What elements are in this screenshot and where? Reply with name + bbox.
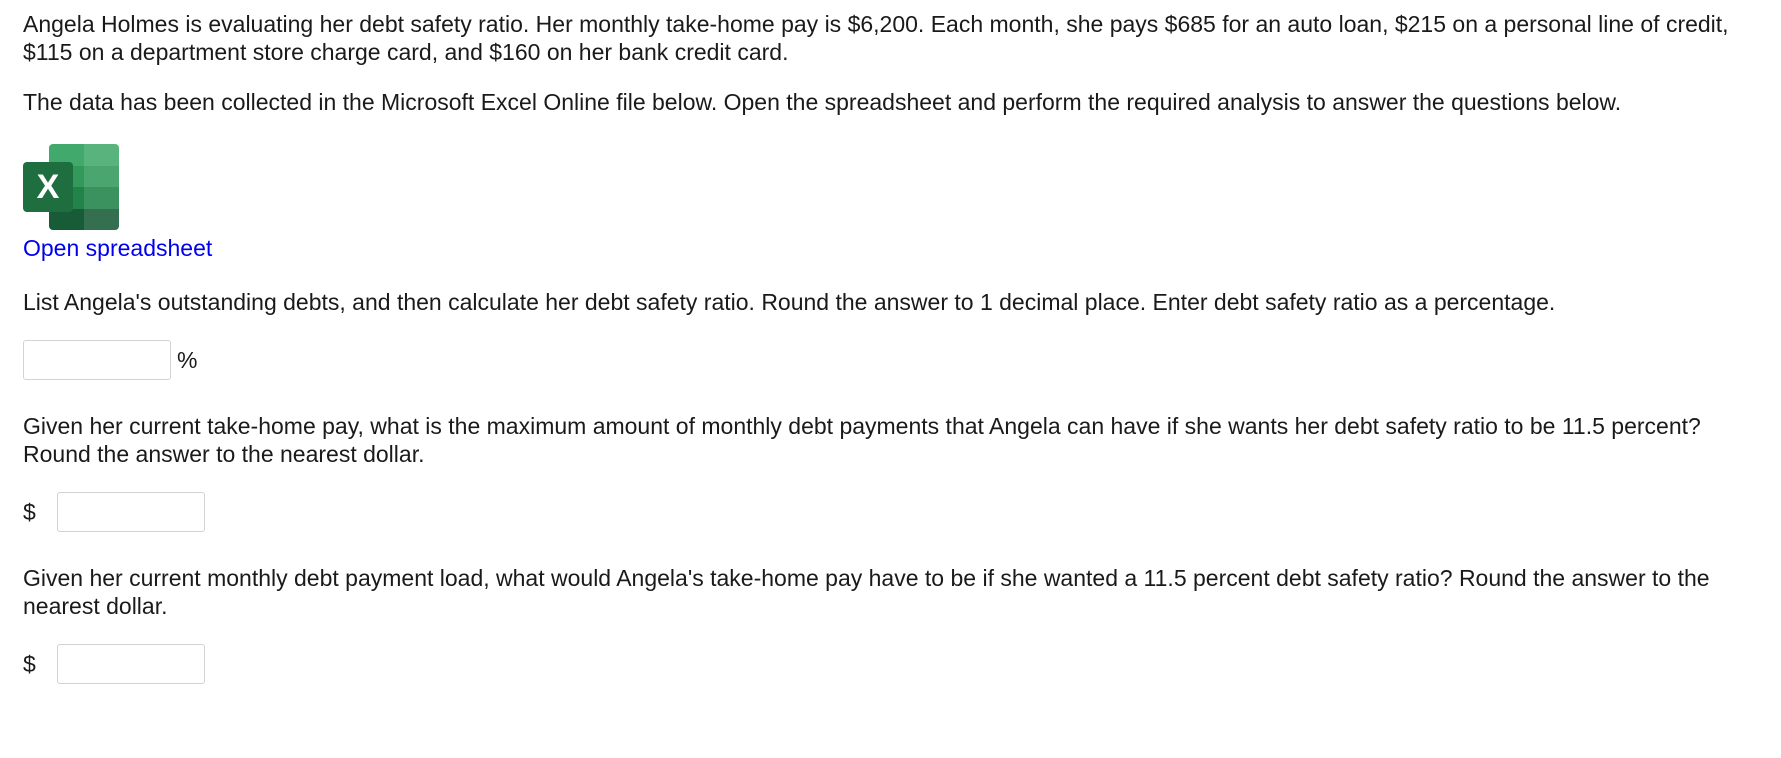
dollar-prefix: $	[23, 651, 36, 677]
excel-badge: X	[23, 162, 73, 212]
debt-safety-ratio-input[interactable]	[23, 340, 171, 380]
answer-row-2	[23, 492, 1759, 532]
excel-icon[interactable]	[23, 144, 119, 230]
required-take-home-pay-input[interactable]	[57, 644, 205, 684]
dollar-prefix: $	[23, 499, 36, 525]
question-3-text: Given her current monthly debt payment load, what would Angela's take-home pay have to be if she wanted a 11.5 percent debt safety ratio? Round the answer to the nearest dollar.	[23, 565, 1710, 619]
spreadsheet-block	[23, 144, 1759, 262]
max-debt-payment-input[interactable]	[57, 492, 205, 532]
question-2-text: Given her current take-home pay, what is the maximum amount of monthly debt payments that Angela can have if she wants her debt safety ratio to be 11.5 percent? Round the answer to the nearest dollar.	[23, 413, 1701, 467]
question-1-text: List Angela's outstanding debts, and then calculate her debt safety ratio. Round the answer to 1 decimal place. Enter debt safety ratio as a percentage.	[23, 289, 1556, 315]
percent-suffix: %	[177, 347, 198, 373]
open-spreadsheet-link[interactable]: Open spreadsheet	[23, 235, 213, 261]
data-note: The data has been collected in the Microsoft Excel Online file below. Open the spreadsheet and perform the required analysis to answer the questions below.	[23, 89, 1622, 115]
answer-row-1	[23, 340, 1759, 380]
problem-intro: Angela Holmes is evaluating her debt safety ratio. Her monthly take-home pay is $6,200. Each month, she pays $685 for an auto loan, $215 on a personal line of credit, $115 on a department store charge card, and $160 on her bank credit card.	[23, 11, 1729, 65]
answer-row-3	[23, 644, 1759, 684]
